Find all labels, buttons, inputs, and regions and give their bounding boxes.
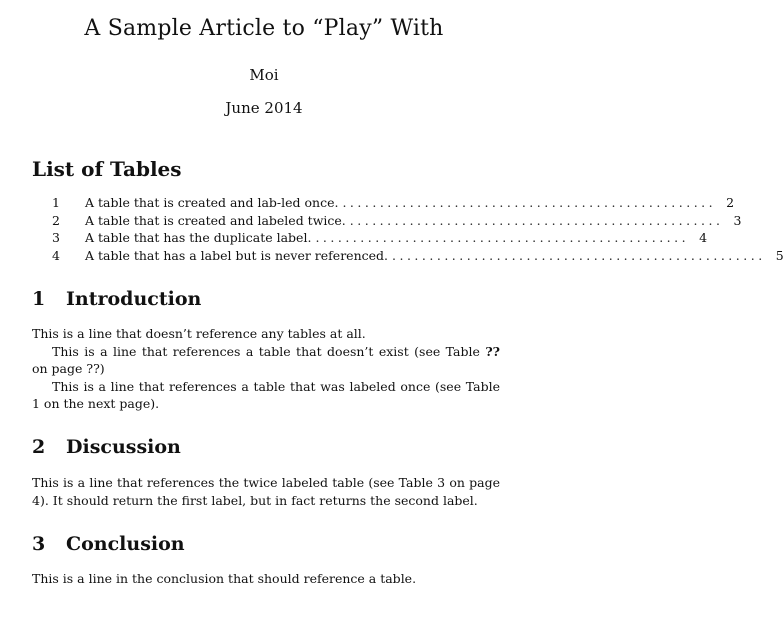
lot-entry-page: 3 xyxy=(733,212,742,228)
lot-entry-leader-dots: .................................................. xyxy=(349,212,724,228)
paragraph xyxy=(32,343,500,378)
document-title: A Sample Article to “Play” With xyxy=(84,16,444,41)
paragraph: This is a line that references the twice labeled table (see Table 3 on page 4). It should return the first label, but in fact returns the second label. xyxy=(32,475,500,508)
discussion-body xyxy=(32,474,500,509)
lot-entry-leader-dots: .................................................. xyxy=(315,230,690,245)
unresolved-reference: ?? xyxy=(485,343,500,359)
introduction-body xyxy=(32,325,500,413)
paragraph: This is a line that doesn’t reference any tables at all. xyxy=(32,326,366,341)
lot-entry-page: 5 xyxy=(775,247,784,263)
section-title: Discussion xyxy=(66,436,181,458)
lot-entry-caption: A table that has the duplicate label. xyxy=(85,230,312,245)
section-title: Introduction xyxy=(66,288,202,310)
paragraph-text: This is a line that references a table that doesn’t exist (see Table xyxy=(52,343,486,359)
lot-entry-caption: A table that is created and lab-led once. xyxy=(85,195,339,210)
conclusion-body xyxy=(32,570,500,588)
lot-entry-number: 1 xyxy=(52,195,60,210)
lot-entry-leader-dots: .................................................. xyxy=(342,195,717,210)
lot-entry-number: 2 xyxy=(52,212,60,228)
lot-entry-page: 4 xyxy=(699,230,708,245)
list-of-tables-entry xyxy=(52,247,784,266)
paragraph: This is a line that references a table that was labeled once (see Table 1 on the next page). xyxy=(32,378,500,411)
document-author: Moi xyxy=(249,66,279,84)
list-of-tables xyxy=(52,195,784,265)
list-of-tables-heading: List of Tables xyxy=(32,157,182,181)
section-heading-conclusion xyxy=(32,533,185,555)
section-number: 3 xyxy=(32,533,46,555)
list-of-tables-entry xyxy=(52,195,735,213)
paragraph-text: on page ??) xyxy=(32,361,105,376)
lot-entry-leader-dots: .................................................. xyxy=(392,247,766,263)
list-of-tables-entry xyxy=(52,230,708,248)
section-heading-discussion xyxy=(32,436,181,458)
paragraph: This is a line in the conclusion that should reference a table. xyxy=(32,571,417,586)
lot-entry-caption: A table that has a label but is never referenced. xyxy=(85,247,388,263)
section-number: 2 xyxy=(32,436,46,458)
section-heading-introduction xyxy=(32,288,201,310)
section-number: 1 xyxy=(32,288,46,310)
lot-entry-caption: A table that is created and labeled twice. xyxy=(85,212,346,228)
document-date: June 2014 xyxy=(225,99,303,117)
lot-entry-number: 4 xyxy=(52,247,60,263)
lot-entry-page: 2 xyxy=(726,195,735,210)
list-of-tables-entry xyxy=(52,212,742,231)
lot-entry-number: 3 xyxy=(52,230,60,245)
section-title: Conclusion xyxy=(66,533,185,555)
